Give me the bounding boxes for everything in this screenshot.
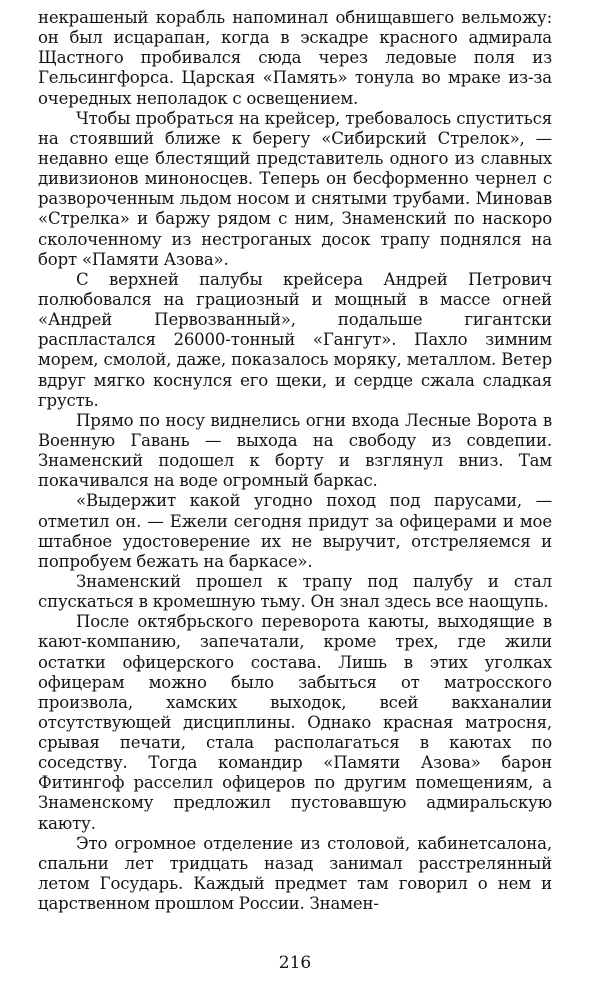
paragraph-2: Чтобы пробраться на крейсер, требовалось спуститься на стоявший ближе к берегу «Сибирский Стрелок», — недавно еще блестящий представитель одного из славных дивизионов миноносцев. Теперь он бесформенно чернел с развороченным льдом носом и снятыми трубами. Миновав «Стрелка» и баржу рядом с ним, Знаменский по наскоро сколоченному из нестроганых досок трапу поднялся на борт «Памяти Азова». [38,108,552,269]
page-text [38,8,552,914]
paragraph-1: некрашеный корабль напоминал обнищавшего вельможу: он был исцарапан, когда в эскадре красного адмирала Щастного пробивался сюда через ледовые поля из Гельсингфорса. Царская «Память» тонула во мраке из-за очередных неполадок с освещением. [38,8,552,108]
paragraph-6: Знаменский прошел к трапу под палубу и стал спускаться в кромешную тьму. Он знал здесь все наощупь. [38,571,552,612]
paragraph-4: Прямо по носу виднелись огни входа Лесные Ворота в Военную Гавань — выхода на свободу из совдепии. Знаменский подошел к борту и взглянул вниз. Там покачивался на воде огромный баркас. [38,410,552,491]
paragraph-5: «Выдержит какой угодно поход под парусами, — отметил он. — Ежели сегодня придут за офицерами и мое штабное удостоверение их не выручит, отстреляемся и попробуем бежать на баркасе». [38,491,552,571]
book-page [38,8,552,982]
paragraph-8: Это огромное отделение из столовой, кабинетсалона, спальни лет тридцать назад занимал расстрелянный летом Государь. Каждый предмет там говорил о нем и царственном прошлом России. Знамен- [38,833,552,914]
page-number: 216 [278,953,312,973]
paragraph-7: После октябрьского переворота каюты, выходящие в кают-компанию, запечатали, кроме трех, где жили остатки офицерского состава. Лишь в этих уголках офицерам можно было забыться от матросского произвола, хамских выходок, всей вакханалии отсутствующей дисциплины. Однако красная матросня, срывая печати, стала располагаться в каютах по соседству. Тогда командир «Памяти Азова» барон Фитингоф расселил офицеров по другим помещениям, а Знаменскому предложил пустовавшую адмиральскую каюту. [38,612,552,833]
paragraph-3: С верхней палубы крейсера Андрей Петрович полюбовался на грациозный и мощный в массе огней «Андрей Первозванный», подальше гигантски распластался 26000-тонный «Гангут». Пахло зимним морем, смолой, даже, показалось моряку, металлом. Ветер вдруг мягко коснулся его щеки, и сердце сжала сладкая грусть. [38,269,552,410]
